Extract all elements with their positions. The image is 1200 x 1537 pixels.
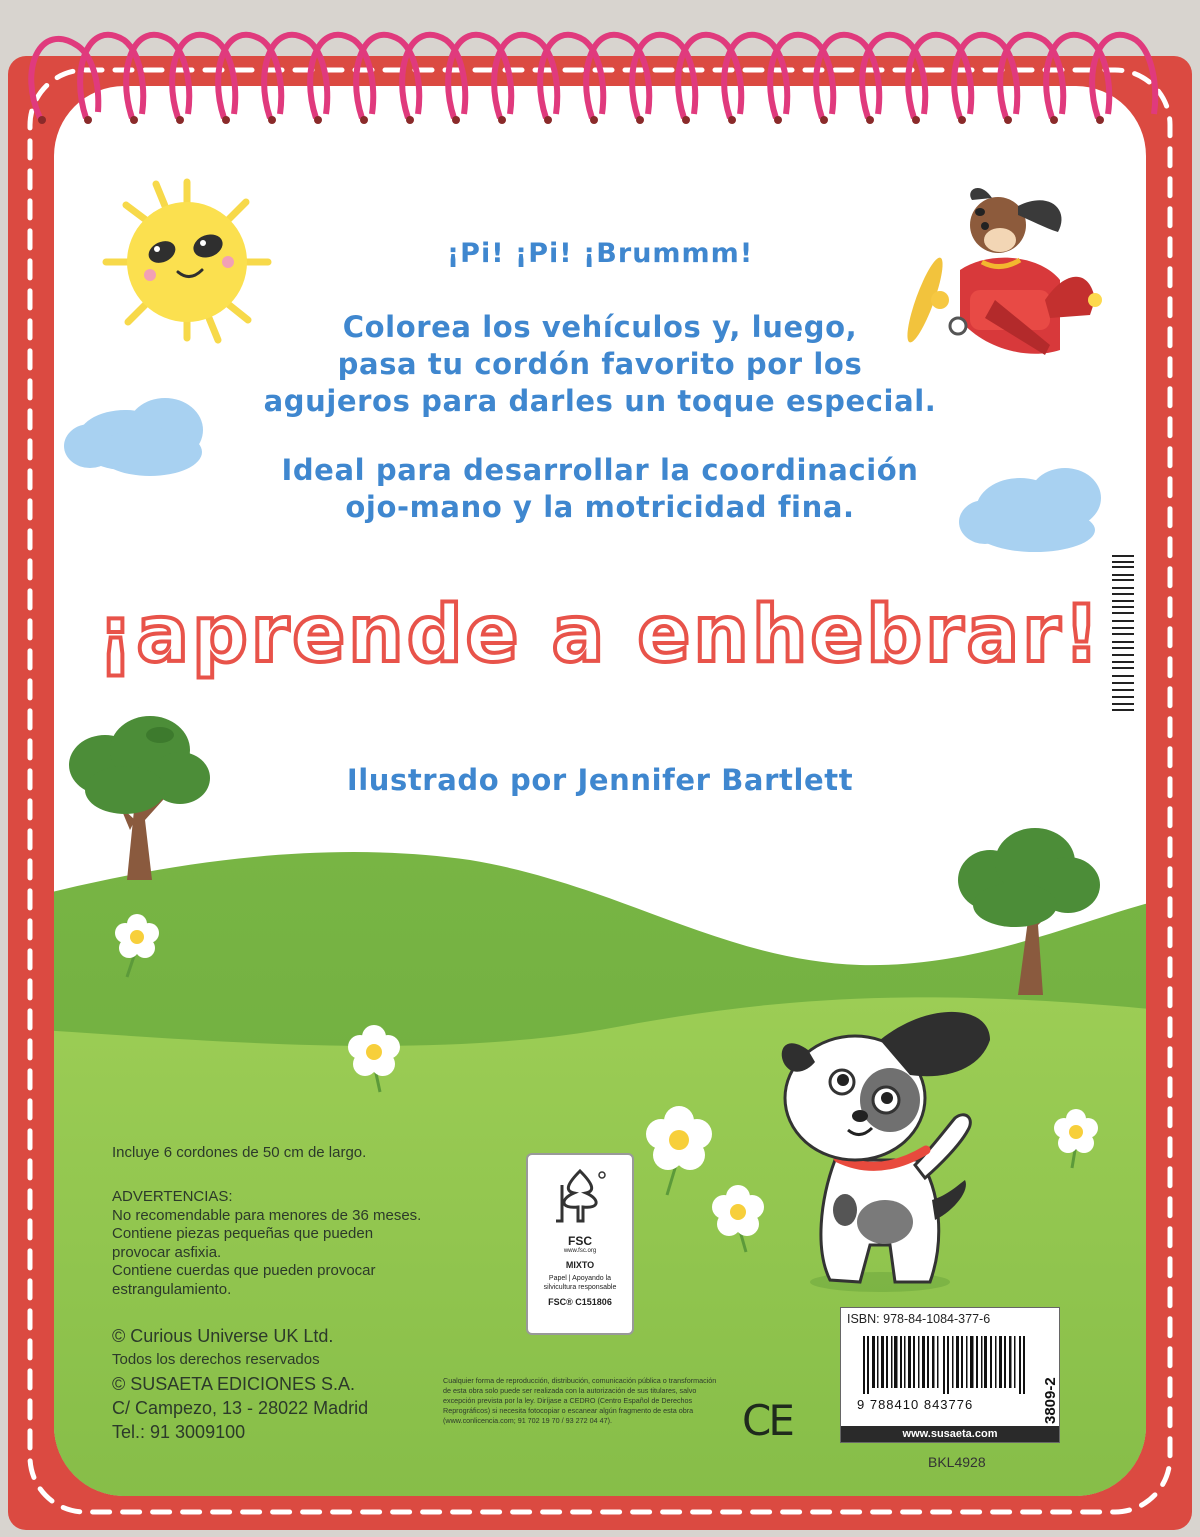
warning-line: No recomendable para menores de 36 meses. <box>112 1206 422 1224</box>
illustrator-credit: Ilustrado por Jennifer Bartlett <box>346 763 854 797</box>
barcode-icon <box>863 1336 1031 1394</box>
description-line: Ideal para desarrollar la coordinación <box>281 453 919 487</box>
isbn-number: 9 788410 843776 <box>857 1397 974 1412</box>
warning-line: estrangulamiento. <box>112 1280 232 1298</box>
fsc-label <box>526 1153 634 1335</box>
description-paragraph-1 <box>140 309 1060 420</box>
includes-note: Incluye 6 cordones de 50 cm de largo. <box>112 1144 367 1161</box>
description-line: ojo-mano y la motricidad fina. <box>345 490 855 524</box>
copyright-line: © SUSAETA EDICIONES S.A. <box>112 1374 355 1394</box>
rights-line: Todos los derechos reservados <box>112 1351 320 1368</box>
isbn-side-code-text: 3809-2 <box>1042 1377 1059 1424</box>
phone-line: Tel.: 91 3009100 <box>112 1422 246 1442</box>
isbn-label: ISBN: 978-84-1084-377-6 <box>847 1312 991 1326</box>
fsc-brand: FSC <box>568 1234 592 1248</box>
address-line: C/ Campezo, 13 - 28022 Madrid <box>112 1398 369 1418</box>
fsc-type: MIXTO <box>565 1260 595 1270</box>
fsc-website: www.fsc.org <box>563 1248 597 1254</box>
warning-line: Contiene cuerdas que pueden provocar <box>112 1262 376 1279</box>
warnings-heading: ADVERTENCIAS: <box>112 1188 233 1205</box>
ce-mark-icon: CE <box>742 1396 792 1445</box>
headline: ¡Pi! ¡Pi! ¡Brummm! <box>446 238 754 269</box>
isbn-barcode-box <box>840 1307 1060 1443</box>
copyright-line: © Curious Universe UK Ltd. <box>112 1326 334 1346</box>
warning-line: provocar asfixia. <box>112 1243 222 1261</box>
warning-line: Contiene piezas pequeñas que pueden <box>112 1225 374 1242</box>
isbn-side-code <box>1037 1336 1061 1428</box>
product-code: BKL4928 <box>928 1454 986 1470</box>
publisher-website: www.susaeta.com <box>841 1426 1059 1442</box>
warnings-block <box>112 1188 472 1299</box>
legal-notice: Cualquier forma de reproducción, distribución, comunicación pública o transformación de esta obra solo puede ser realizada con la autorización de sus titulares, salvo excepción prevista por la ley. Diríjase a CEDRO (Centro Español de Derechos Reprográficos) si necesita fotocopiar o escanear algún fragmento de esta obra (www.conlicencia.com; 91 702 19 70 / 93 272 04 47). <box>443 1376 717 1425</box>
fsc-description: Papel | Apoyando la silvicultura responsable <box>543 1275 617 1291</box>
fsc-code: FSC® C151806 <box>548 1297 612 1307</box>
description-line: pasa tu cordón favorito por los <box>337 347 863 381</box>
description-line: agujeros para darles un toque especial. <box>263 384 937 418</box>
description-line: Colorea los vehículos y, luego, <box>342 310 858 344</box>
description-paragraph-2 <box>140 452 1060 526</box>
book-title: ¡aprende a enhebrar! <box>97 590 1103 680</box>
fsc-tree-icon <box>550 1165 610 1227</box>
publisher-credits <box>112 1324 368 1444</box>
